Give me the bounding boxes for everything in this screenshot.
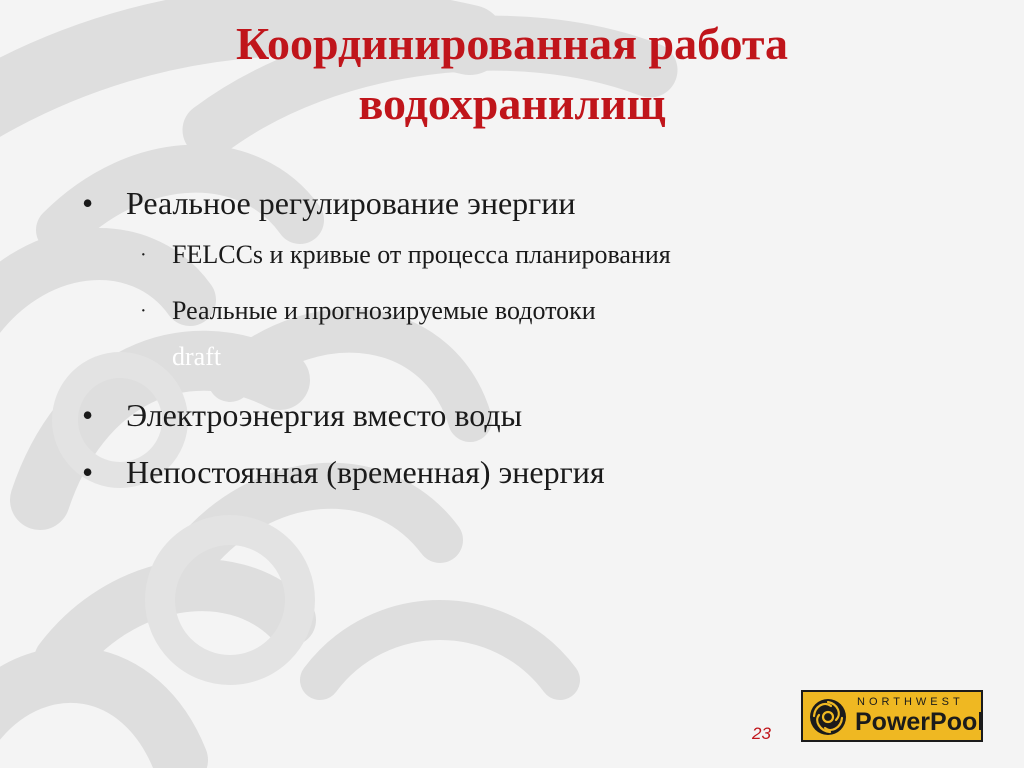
draft-watermark: draft [172, 342, 222, 371]
sub-bullet-icon: · [140, 244, 147, 266]
swirl-icon [809, 698, 847, 736]
sub-bullet-text: Реальные и прогнозируемые водотоки [172, 296, 596, 325]
bullet-text: Электроэнергия вместо воды [126, 397, 523, 433]
slide-title-line-1: Координированная работа [235, 18, 789, 69]
slide-title-line-2: водохранилищ [358, 78, 666, 129]
page-number: 23 [752, 724, 771, 743]
bullet-item [82, 452, 605, 492]
logo-main-text: PowerPool [855, 708, 985, 736]
logo-top-text: NORTHWEST [857, 696, 964, 708]
bullet-text: Непостоянная (временная) энергия [126, 454, 605, 490]
northwest-powerpool-logo [801, 690, 983, 742]
sub-bullet-item [140, 238, 671, 272]
bullet-item [82, 395, 523, 435]
bullet-item [82, 183, 576, 223]
bullet-icon: • [82, 185, 94, 221]
bullet-text: Реальное регулирование энергии [126, 185, 576, 221]
sub-bullet-item [140, 294, 596, 328]
bullet-icon: • [82, 397, 94, 433]
bullet-icon: • [82, 454, 94, 490]
sub-bullet-icon: · [140, 300, 147, 322]
sub-bullet-text: FELCCs и кривые от процесса планирования [172, 240, 671, 269]
